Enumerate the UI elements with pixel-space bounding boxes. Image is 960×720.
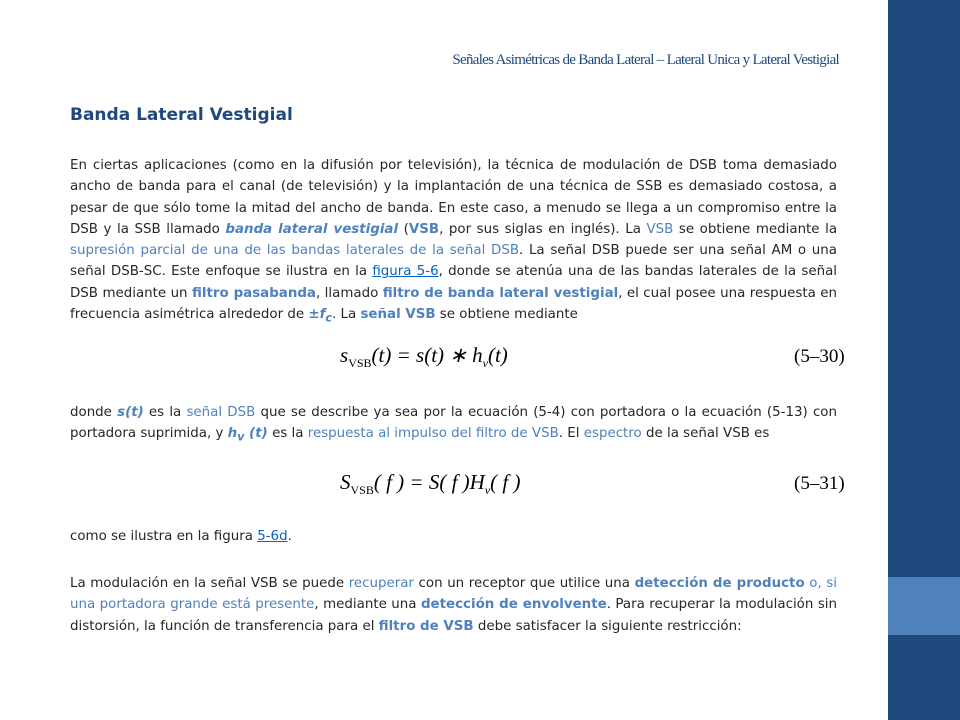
text: ( xyxy=(398,221,409,237)
espectro-highlight: espectro xyxy=(583,426,642,442)
equation-number: (5–31) xyxy=(794,473,845,494)
equation-5-30: $s_{VSB}(t) = s(t)$ ∗ $h_v(t)$ xyxy=(340,343,508,371)
paragraph-recovery xyxy=(70,573,837,637)
st-symbol: s(t) xyxy=(117,405,144,420)
text: . La señal DSB puede ser una señal AM o una señal DSB-SC. Este enfoque se ilustra en la xyxy=(70,243,837,280)
vsb-abbr: VSB xyxy=(408,221,440,237)
fc-symbol: $\pm f_c$ xyxy=(308,307,333,325)
text: debe satisfacer la siguiente restricción: xyxy=(473,618,742,634)
portadora-highlight: o, si una portadora grande está presente xyxy=(70,576,838,613)
supresion-highlight: supresión parcial de una de las bandas laterales de la señal DSB xyxy=(70,243,520,259)
section-heading: Banda Lateral Vestigial xyxy=(70,105,293,125)
text: . El xyxy=(558,426,584,442)
deteccion-producto-term: detección de producto xyxy=(634,576,805,591)
text: . Para recuperar la modulación sin distorsión, la función de transferencia para el xyxy=(70,597,838,634)
senal-vsb-term: señal VSB xyxy=(360,307,436,323)
vsb-term: banda lateral vestigial xyxy=(225,221,399,237)
hv-symbol: $h_v$ (t) xyxy=(227,426,268,444)
text: , mediante una xyxy=(314,597,421,613)
respuesta-highlight: respuesta al impulso del filtro de VSB xyxy=(307,426,559,442)
filtro-vsb-term: filtro de VSB xyxy=(378,618,474,634)
sidebar-band xyxy=(888,0,960,720)
equation-5-31: $S_{VSB}$( f ) = S( f )$H_v$( f ) xyxy=(340,470,521,498)
text: , el cual posee una respuesta en frecuencia asimétrica alrededor de xyxy=(70,285,837,323)
text: , llamado xyxy=(315,285,383,301)
figure-5-6d-link[interactable]: 5-6d xyxy=(257,529,288,544)
filtro-pasabanda-term: filtro pasabanda xyxy=(192,285,316,301)
filtro-vsb-term: filtro de banda lateral vestigial xyxy=(382,285,619,301)
recuperar-highlight: recuperar xyxy=(348,576,414,591)
paragraph-figure-ref xyxy=(70,526,837,547)
text: , donde se atenúa una de las bandas laterales de la señal DSB mediante un xyxy=(70,264,837,301)
vsb-highlight: VSB xyxy=(646,221,674,237)
text: con un receptor que utilice una xyxy=(413,576,635,591)
slide-title: Señales Asimétricas de Banda Lateral – Lateral Unica y Lateral Vestigial xyxy=(452,52,839,68)
text: es la xyxy=(267,426,308,442)
text: La modulación en la señal VSB se puede xyxy=(70,576,349,591)
text: se obtiene mediante la xyxy=(673,221,838,237)
paragraph-intro xyxy=(70,155,837,329)
text: , por sus siglas en inglés). La xyxy=(439,221,647,237)
text: En ciertas aplicaciones (como en la difusión por televisión), la técnica de modulación de DSB toma demasiado ancho de banda para el canal (de televisión) y la implantación de una técnica de SSB es demasiado costosa, a pesar de que sólo tome la mitad del ancho de banda. En este caso, a menudo se llega a un compromiso entre la DSB y la SSB llamado xyxy=(70,158,837,237)
text: es la xyxy=(143,405,187,420)
text: de la señal VSB es xyxy=(641,426,770,442)
senal-dsb-highlight: señal DSB xyxy=(186,405,256,420)
text: . xyxy=(287,529,292,544)
equation-number: (5–30) xyxy=(794,346,845,367)
text: como se ilustra en la figura xyxy=(70,529,258,544)
text: que se describe ya sea por la ecuación (5-4) con portadora o la ecuación (5-13) con portadora suprimida, y xyxy=(70,405,837,442)
text: . La xyxy=(332,307,361,323)
deteccion-envolvente-term: detección de envolvente xyxy=(420,597,607,613)
sidebar-accent-block xyxy=(888,577,960,635)
figure-5-6-link[interactable]: figura 5-6 xyxy=(372,264,439,280)
paragraph-definitions xyxy=(70,402,837,448)
text: se obtiene mediante xyxy=(435,307,578,323)
text: donde xyxy=(70,405,118,420)
